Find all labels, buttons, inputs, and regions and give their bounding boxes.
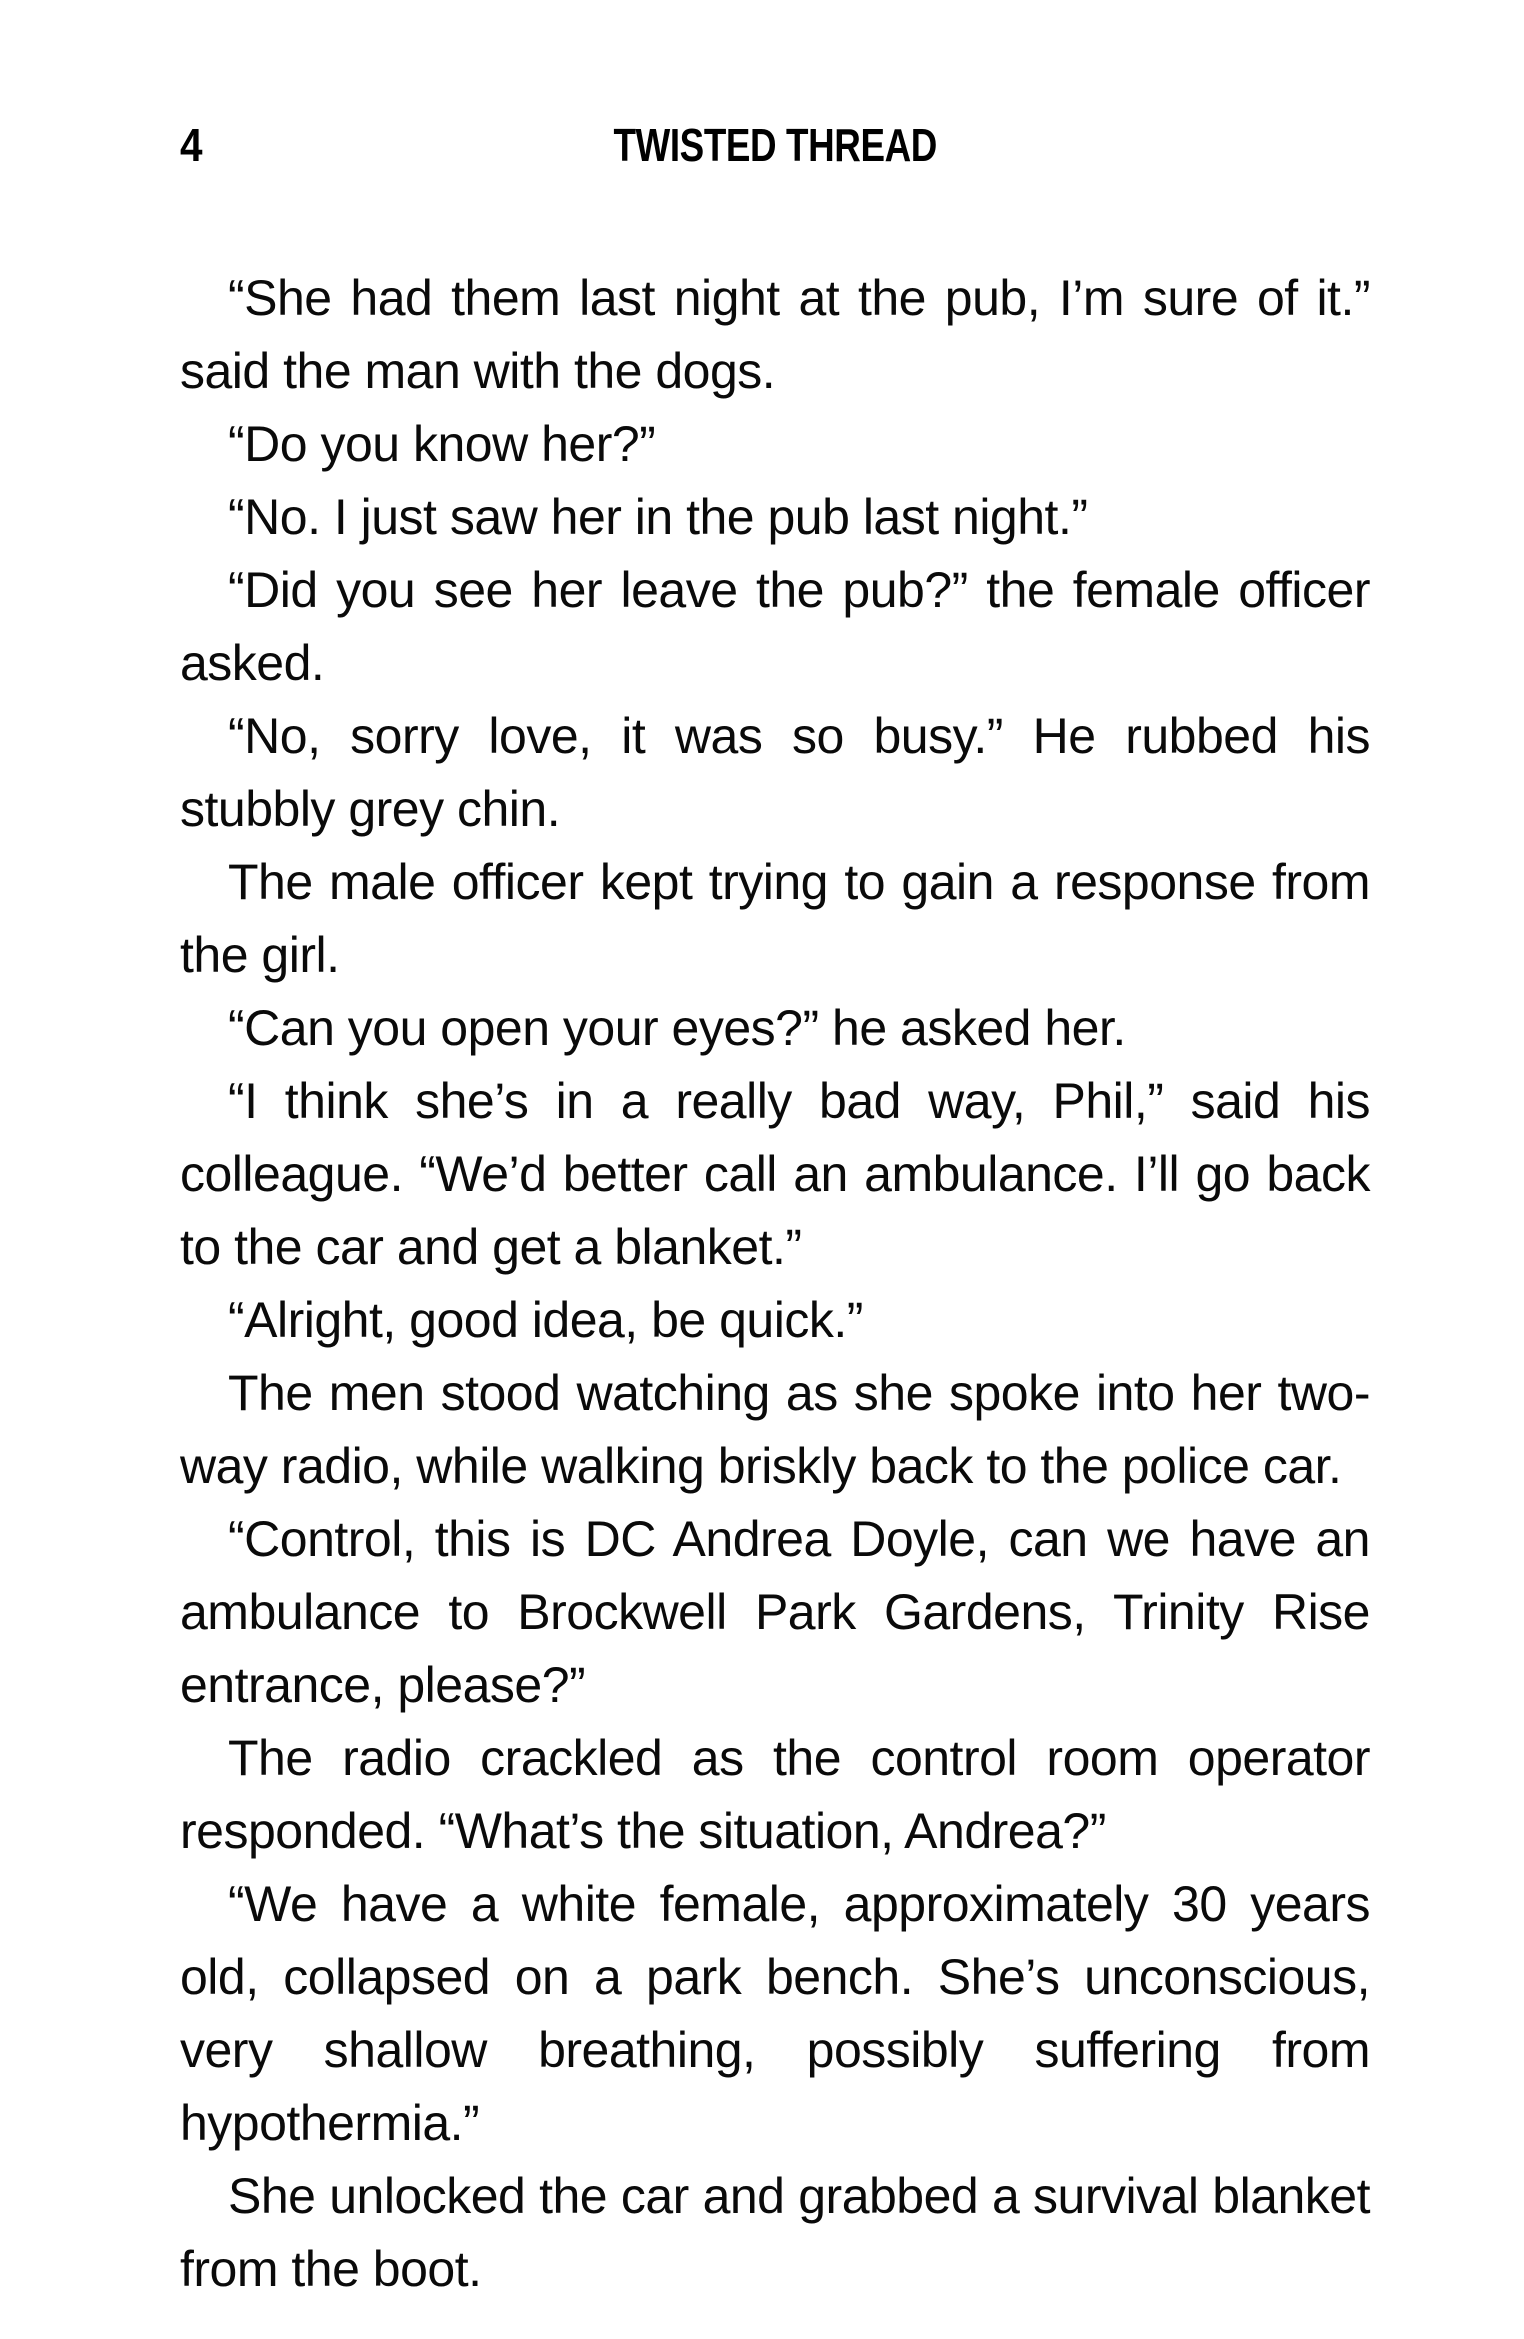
paragraph: “Can you open your eyes?” he asked her. [228, 1000, 1126, 1056]
paragraph: “Did you see her leave the pub?” the female officer asked. [180, 562, 1370, 691]
paragraph: “We have a white female, approximately 30 years old, collapsed on a park bench. She’s unconscious, very shallow breathing, possibly suffering from hypothermia.” [180, 1876, 1370, 2151]
body-text [180, 262, 1370, 2306]
paragraph: She unlocked the car and grabbed a survival blanket from the boot. [180, 2168, 1370, 2297]
paragraph: “Alright, good idea, be quick.” [228, 1292, 863, 1348]
page-number: 4 [180, 119, 202, 171]
running-title-text: TWISTED THREAD [613, 119, 937, 171]
page-header [180, 118, 1370, 170]
paragraph: The men stood watching as she spoke into her two-way radio, while walking briskly back to the police car. [180, 1365, 1370, 1494]
paragraph: “No, sorry love, it was so busy.” He rubbed his stubbly grey chin. [180, 708, 1370, 837]
paragraph: “I think she’s in a really bad way, Phil,” said his colleague. “We’d better call an ambulance. I’ll go back to the car and get a blanket.” [180, 1073, 1370, 1275]
paragraph: The male officer kept trying to gain a response from the girl. [180, 854, 1370, 983]
paragraph: “Do you know her?” [228, 416, 656, 472]
paragraph: “Control, this is DC Andrea Doyle, can we have an ambulance to Brockwell Park Gardens, Trinity Rise entrance, please?” [180, 1511, 1370, 1713]
paragraph: “She had them last night at the pub, I’m sure of it.” said the man with the dogs. [180, 270, 1370, 399]
running-title [180, 118, 1370, 172]
paragraph: The radio crackled as the control room operator responded. “What’s the situation, Andrea?” [180, 1730, 1370, 1859]
paragraph: “No. I just saw her in the pub last night.” [228, 489, 1088, 545]
